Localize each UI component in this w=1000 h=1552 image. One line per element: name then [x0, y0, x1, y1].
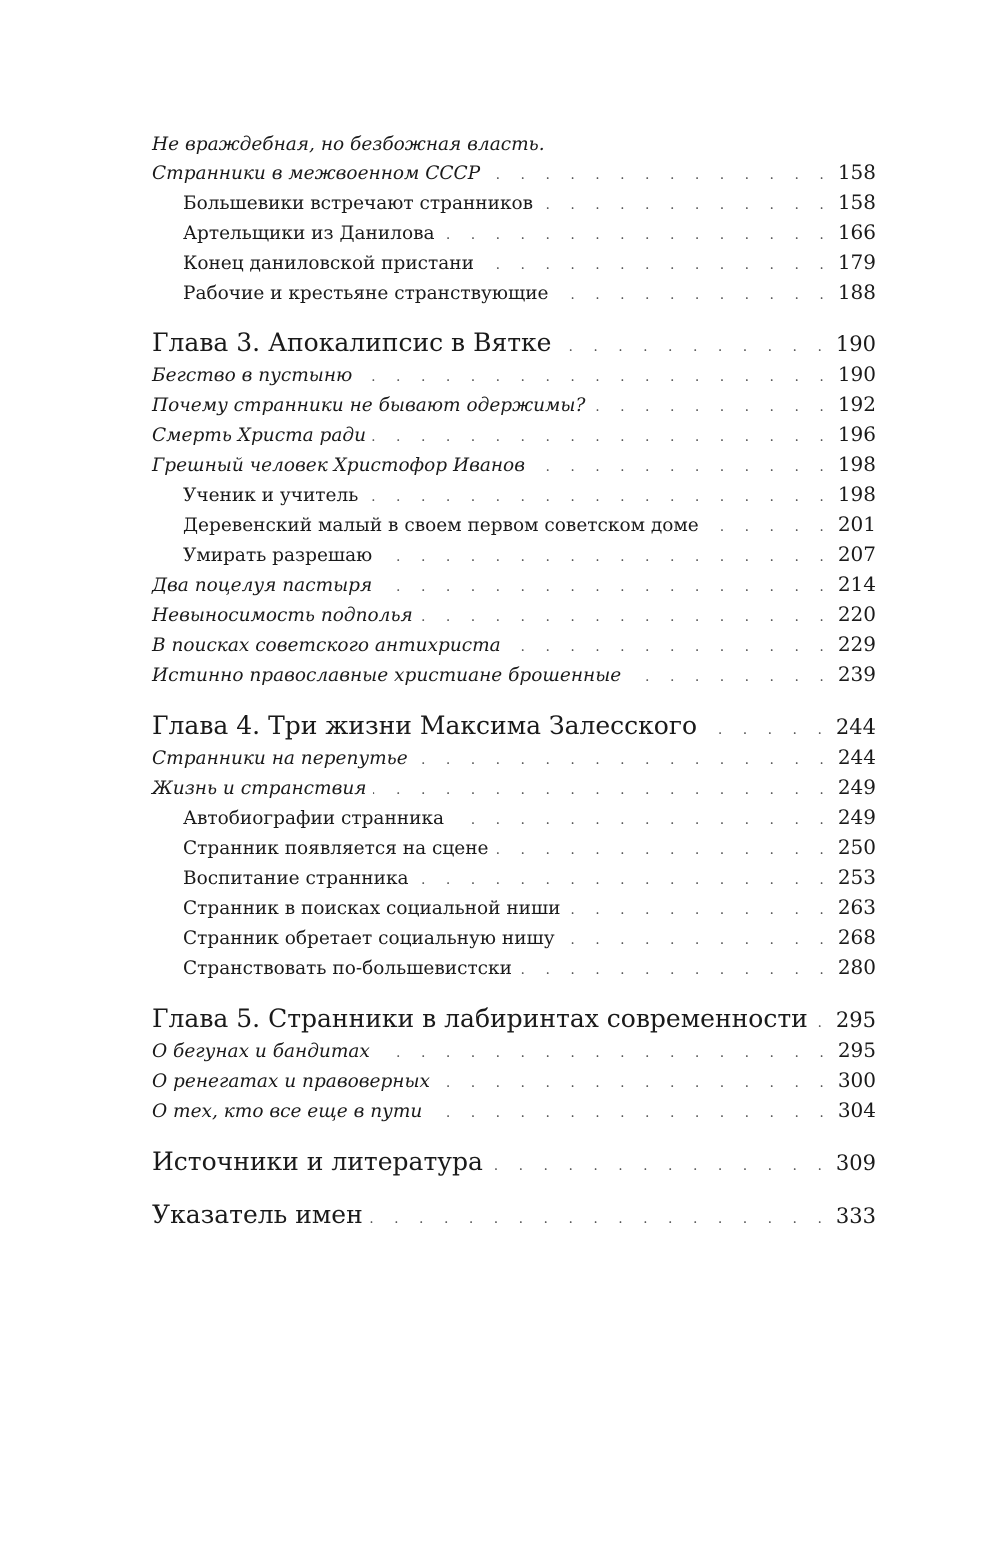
toc-entry-page: 295 [837, 1038, 876, 1062]
toc-entry-label: Смерть Христа ради [152, 425, 367, 446]
dot-leader [539, 198, 832, 212]
toc-section-title-line1 [152, 134, 876, 160]
toc-entry-label: Странники на перепутье [152, 748, 408, 769]
toc-subentry[interactable] [152, 220, 876, 250]
dot-leader [441, 228, 832, 242]
dot-leader [703, 723, 830, 737]
toc-chapter-4[interactable] [152, 711, 876, 745]
toc-entry-page: 196 [837, 422, 876, 446]
toc-subentry[interactable] [152, 805, 876, 835]
toc-section-entry[interactable] [152, 392, 876, 422]
toc-subentry[interactable] [152, 190, 876, 220]
toc-entry-page: 250 [837, 835, 876, 859]
toc-entry-label: Умирать разрешаю [183, 545, 373, 566]
dot-leader [480, 258, 832, 272]
toc-subentry[interactable] [152, 865, 876, 895]
dot-leader [627, 670, 832, 684]
toc-section-entry[interactable] [152, 745, 876, 775]
dot-leader [507, 640, 832, 654]
toc-index[interactable] [152, 1200, 876, 1234]
toc-entry-page: 190 [837, 362, 876, 386]
toc-entry-page: 268 [837, 925, 876, 949]
toc-entry-label: О ренегатах и правоверных [152, 1071, 430, 1092]
toc-chapter-page: 309 [835, 1151, 876, 1175]
toc-entry-label: Рабочие и крестьяне странствующие [183, 283, 549, 304]
toc-section-entry[interactable] [152, 452, 876, 482]
toc-entry-page: 207 [837, 542, 876, 566]
dot-leader [450, 813, 832, 827]
toc-entry-page: 188 [837, 280, 876, 304]
toc-subentry[interactable] [152, 835, 876, 865]
dot-leader [415, 873, 832, 887]
toc-entry-label: Почему странники не бывают одержимы? [152, 395, 586, 416]
toc-entry-label: Истинно православные христиане брошенные [152, 665, 622, 686]
dot-leader [705, 520, 832, 534]
dot-leader [428, 1106, 831, 1120]
toc-entry-label: О тех, кто все еще в пути [152, 1101, 423, 1122]
toc-entry-label: Деревенский малый в своем первом советском доме [183, 515, 699, 536]
dot-leader [414, 753, 832, 767]
dot-leader [486, 168, 832, 182]
dot-leader [814, 1016, 830, 1030]
toc-entry-page: 280 [837, 955, 876, 979]
toc-subentry[interactable] [152, 955, 876, 985]
toc-chapter-3[interactable] [152, 328, 876, 362]
toc-subentry[interactable] [152, 925, 876, 955]
toc-entry-label: Грешный человек Христофор Иванов [152, 455, 525, 476]
dot-leader [531, 460, 832, 474]
dot-leader [364, 490, 831, 504]
toc-entry-label: Невыносимость подполья [152, 605, 413, 626]
dot-leader [378, 580, 832, 594]
toc-chapter-label: Глава 3. Апокалипсис в Вятке [152, 328, 552, 357]
toc-entry-label: В поисках советского антихриста [152, 635, 501, 656]
toc-chapter-label: Глава 5. Странники в лабиринтах современности [152, 1004, 808, 1033]
toc-entry-page: 201 [837, 512, 876, 536]
dot-leader [358, 370, 831, 384]
toc-subentry[interactable] [152, 542, 876, 572]
toc-section-entry[interactable] [152, 602, 876, 632]
toc-chapter-label: Источники и литература [152, 1147, 483, 1176]
dot-leader [369, 1212, 830, 1226]
dot-leader [554, 288, 831, 302]
toc-entry-label: Ученик и учитель [183, 485, 359, 506]
toc-section-entry[interactable] [152, 1098, 876, 1128]
toc-entry-label: Бегство в пустыню [152, 365, 353, 386]
dot-leader [591, 400, 831, 414]
toc-subentry[interactable] [152, 482, 876, 512]
toc-section-entry[interactable] [152, 775, 876, 805]
table-of-contents [152, 134, 876, 1234]
toc-subentry[interactable] [152, 280, 876, 310]
toc-entry-page: 179 [837, 250, 876, 274]
toc-section-entry[interactable] [152, 422, 876, 452]
toc-section-entry[interactable] [152, 160, 876, 190]
dot-leader [372, 430, 832, 444]
toc-section-entry[interactable] [152, 572, 876, 602]
toc-chapter-label: Указатель имен [152, 1200, 363, 1229]
toc-chapter-label: Глава 4. Три жизни Максима Залесского [152, 711, 697, 740]
dot-leader [561, 933, 832, 947]
toc-section-title-line1-text: Не враждебная, но безбожная власть. [152, 134, 545, 155]
dot-leader [489, 1159, 830, 1173]
toc-section-entry[interactable] [152, 662, 876, 692]
toc-entry-label: Странствовать по-большевистски [183, 958, 512, 979]
toc-entry-label: Артельщики из Данилова [183, 223, 435, 244]
toc-entry-label: Конец даниловской пристани [183, 253, 474, 274]
toc-chapter-page: 333 [835, 1204, 876, 1228]
dot-leader [518, 963, 832, 977]
toc-entry-label: Воспитание странника [183, 868, 409, 889]
toc-entry-page: 300 [837, 1068, 876, 1092]
toc-entry-label: Автобиографии странника [183, 808, 445, 829]
toc-entry-page: 198 [837, 452, 876, 476]
toc-entry-page: 220 [837, 602, 876, 626]
toc-chapter-page: 295 [835, 1008, 876, 1032]
toc-entry-label: Странник в поисках социальной ниши [183, 898, 561, 919]
toc-entry-label: О бегунах и бандитах [152, 1041, 370, 1062]
toc-entry-page: 244 [837, 745, 876, 769]
toc-entry-page: 304 [837, 1098, 876, 1122]
toc-entry-page: 263 [837, 895, 876, 919]
dot-leader [495, 843, 832, 857]
dot-leader [419, 610, 832, 624]
dot-leader [567, 903, 832, 917]
toc-entry-page: 239 [837, 662, 876, 686]
toc-entry-page: 158 [837, 190, 876, 214]
toc-entry-page: 249 [837, 805, 876, 829]
toc-chapter-5[interactable] [152, 1004, 876, 1038]
toc-section-entry[interactable] [152, 1038, 876, 1068]
dot-leader [373, 783, 832, 797]
toc-sources[interactable] [152, 1147, 876, 1181]
toc-entry-page: 214 [837, 572, 876, 596]
toc-entry-page: 249 [837, 775, 876, 799]
toc-entry-label: Большевики встречают странников [183, 193, 534, 214]
toc-chapter-page: 244 [835, 715, 876, 739]
dot-leader [557, 340, 829, 354]
toc-entry-label: Странники в межвоенном СССР [152, 163, 481, 184]
toc-section-entry[interactable] [152, 362, 876, 392]
toc-chapter-page: 190 [835, 332, 876, 356]
toc-subentry[interactable] [152, 512, 876, 542]
dot-leader [376, 1046, 832, 1060]
toc-section-entry[interactable] [152, 1068, 876, 1098]
toc-entry-label: Странник обретает социальную нишу [183, 928, 555, 949]
toc-entry-page: 253 [837, 865, 876, 889]
toc-entry-page: 166 [837, 220, 876, 244]
dot-leader [378, 550, 832, 564]
toc-entry-page: 158 [837, 160, 876, 184]
toc-entry-label: Странник появляется на сцене [183, 838, 489, 859]
toc-section-entry[interactable] [152, 632, 876, 662]
toc-subentry[interactable] [152, 895, 876, 925]
toc-entry-page: 198 [837, 482, 876, 506]
toc-entry-label: Два поцелуя пастыря [152, 575, 373, 596]
dot-leader [436, 1076, 832, 1090]
toc-entry-page: 192 [837, 392, 876, 416]
toc-subentry[interactable] [152, 250, 876, 280]
toc-entry-page: 229 [837, 632, 876, 656]
toc-entry-label: Жизнь и странствия [152, 778, 367, 799]
